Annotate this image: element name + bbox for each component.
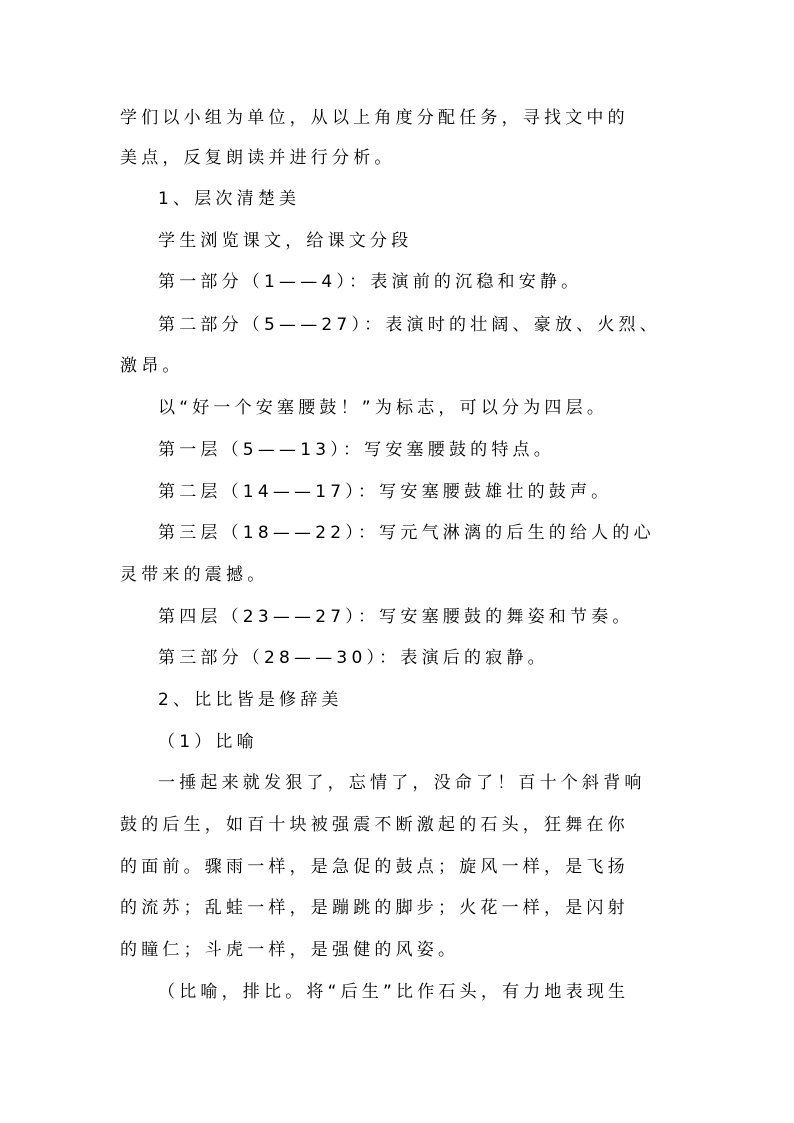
section-heading: 2、比比皆是修辞美 [158,690,343,710]
text-line: 的瞳仁；斗虎一样，是强健的风姿。 [120,940,460,960]
text-line: 的面前。骤雨一样，是急促的鼓点；旋风一样，是飞扬 [120,857,629,877]
text-line: 激昂。 [120,356,184,376]
text-line: 鼓的后生，如百十块被强震不断激起的石头，狂舞在你 [120,815,629,835]
text-line: 第二部分（5——27）：表演时的壮阔、豪放、火烈、 [158,315,661,335]
section-heading: 1、层次清楚美 [158,189,301,209]
text-line: 第一部分（1——4）：表演前的沉稳和安静。 [158,272,583,292]
text-line: 学们以小组为单位，从以上角度分配任务，寻找文中的 [120,108,629,128]
text-line: 第二层（14——17）：写安塞腰鼓雄壮的鼓声。 [158,482,613,502]
text-line: 以“好一个安塞腰鼓！”为标志，可以分为四层。 [158,398,609,418]
text-line: 第一层（5——13）：写安塞腰鼓的特点。 [158,440,555,460]
text-line: 第三层（18——22）：写元气淋漓的后生的给人的心 [158,523,655,543]
text-line: 一捶起来就发狠了，忘情了，没命了！百十个斜背响 [158,773,646,793]
text-line: 的流苏；乱蛙一样，是蹦跳的脚步；火花一样，是闪射 [120,898,629,918]
text-line: 第四层（23——27）：写安塞腰鼓的舞姿和节奏。 [158,607,634,627]
text-line: 第三部分（28——30）：表演后的寂静。 [158,648,549,668]
text-line: 灵带来的震撼。 [120,565,269,585]
text-line: （比喻，排比。将“后生”比作石头，有力地表现生 [158,982,630,1002]
text-line: 美点，反复朗读并进行分析。 [120,148,396,168]
subsection-heading: （1）比喻 [158,732,258,752]
text-line: 学生浏览课文，给课文分段 [158,231,413,251]
